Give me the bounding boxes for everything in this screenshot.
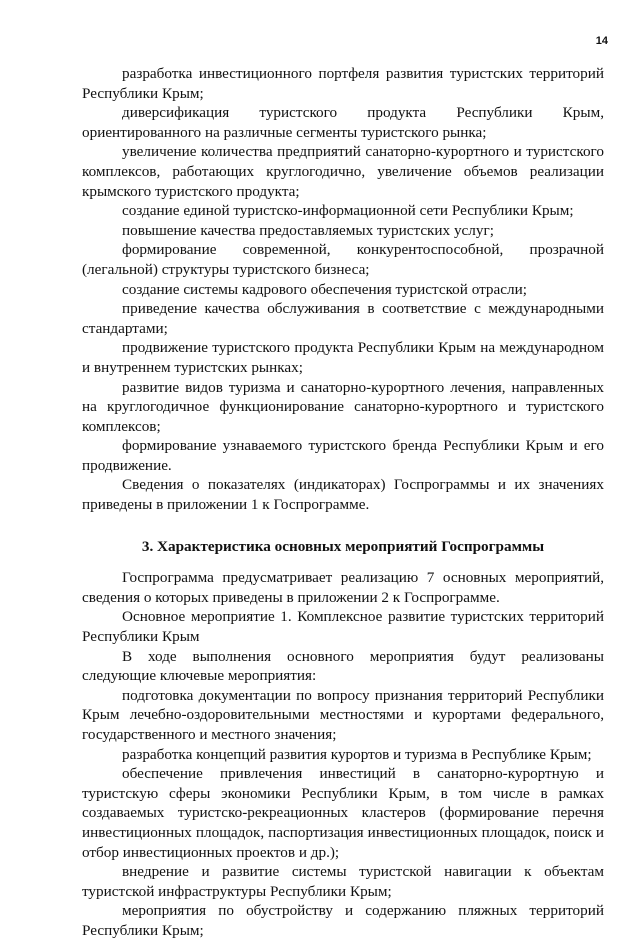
paragraph: увеличение количества предприятий санаторно-курортного и туристского комплексов, работающих круглогодично, увеличение объемов реализации крымского туристского продукта; bbox=[82, 143, 604, 200]
goals-list bbox=[82, 64, 604, 515]
page-content bbox=[82, 64, 604, 941]
paragraph: продвижение туристского продукта Республики Крым на международном и внутреннем туристских рынках; bbox=[82, 339, 604, 376]
paragraph: мероприятия по обустройству и содержанию пляжных территорий Республики Крым; bbox=[82, 902, 604, 939]
paragraph: разработка инвестиционного портфеля развития туристских территорий Республики Крым; bbox=[82, 65, 604, 102]
paragraph: Госпрограмма предусматривает реализацию 7 основных мероприятий, сведения о которых приведены в приложении 2 к Госпрограмме. bbox=[82, 569, 604, 606]
paragraph: формирование узнаваемого туристского бренда Республики Крым и его продвижение. bbox=[82, 437, 604, 474]
paragraph: создание единой туристско-информационной сети Республики Крым; bbox=[122, 202, 574, 220]
paragraph: развитие видов туризма и санаторно-курортного лечения, направленных на круглогодичное функционирование санаторно-курортного и туристского комплексов; bbox=[82, 378, 604, 435]
paragraph: формирование современной, конкурентоспособной, прозрачной (легальной) структуры туристского бизнеса; bbox=[82, 241, 604, 278]
section-heading: 3. Характеристика основных мероприятий Госпрограммы bbox=[141, 537, 545, 555]
paragraph: обеспечение привлечения инвестиций в санаторно-курортную и туристскую сферы экономики Республики Крым, в том числе в рамках создаваемых туристско-рекреационных кластеров (формирование перечня инвестиционных площадок, паспортизация инвестиционных площадок, поиск и отбор инвестиционных проектов и др.); bbox=[82, 765, 604, 861]
paragraph: повышение качества предоставляемых туристских услуг; bbox=[122, 221, 494, 239]
paragraph: приведение качества обслуживания в соответствие с международными стандартами; bbox=[82, 300, 604, 337]
paragraph: Основное мероприятие 1. Комплексное развитие туристских территорий Республики Крым bbox=[82, 608, 604, 646]
paragraph: диверсификация туристского продукта Республики Крым, ориентированного на различные сегменты туристского рынка; bbox=[82, 104, 604, 141]
paragraph: внедрение и развитие системы туристской навигации к объектам туристской инфраструктуры Республики Крым; bbox=[82, 863, 604, 900]
paragraph: В ходе выполнения основного мероприятия будут реализованы следующие ключевые мероприятия: bbox=[82, 647, 604, 685]
paragraph: разработка концепций развития курортов и туризма в Республике Крым; bbox=[122, 745, 592, 763]
page-number: 14 bbox=[595, 35, 608, 47]
measures-list bbox=[82, 568, 604, 940]
paragraph: подготовка документации по вопросу признания территорий Республики Крым лечебно-оздоровительными местностями и курортами федерального, государственного и местного значения; bbox=[82, 686, 604, 743]
paragraph: создание системы кадрового обеспечения туристской отрасли; bbox=[122, 280, 527, 298]
paragraph: Сведения о показателях (индикаторах) Госпрограммы и их значениях приведены в приложении 1 к Госпрограмме. bbox=[82, 476, 604, 514]
